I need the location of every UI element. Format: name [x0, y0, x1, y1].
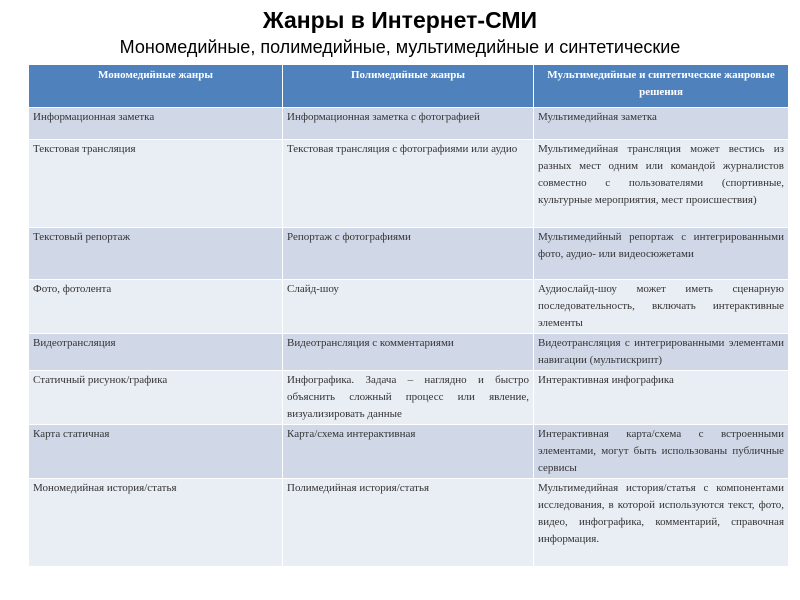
table-row	[29, 140, 789, 228]
cell-poly: Полимедийная история/статья	[283, 479, 534, 567]
cell-mono: Информационная заметка	[29, 108, 283, 140]
cell-poly: Репортаж с фотографиями	[283, 228, 534, 280]
table-row	[29, 334, 789, 371]
table-row	[29, 108, 789, 140]
header-mono: Мономедийные жанры	[29, 65, 283, 108]
cell-mono: Мономедийная история/статья	[29, 479, 283, 567]
table-row	[29, 280, 789, 334]
header-multi: Мультимедийные и синтетические жанровые решения	[534, 65, 789, 108]
table-row	[29, 371, 789, 425]
genres-table	[28, 64, 789, 567]
cell-multi: Видеотрансляция с интегрированными элементами навигации (мультискрипт)	[534, 334, 789, 371]
cell-poly: Текстовая трансляция с фотографиями или аудио	[283, 140, 534, 228]
cell-mono: Карта статичная	[29, 425, 283, 479]
table-row	[29, 425, 789, 479]
cell-multi: Аудиослайд-шоу может иметь сценарную последовательность, включать интерактивные элементы	[534, 280, 789, 334]
cell-multi: Мультимедийная трансляция может вестись из разных мест одним или командой журналистов совместно с пользователями (спортивные, культурные мероприятия, мест происшествия)	[534, 140, 789, 228]
table-row	[29, 228, 789, 280]
header-poly: Полимедийные жанры	[283, 65, 534, 108]
cell-poly: Инфографика. Задача – наглядно и быстро объяснить сложный процесс или явление, визуализировать данные	[283, 371, 534, 425]
cell-poly: Информационная заметка с фотографией	[283, 108, 534, 140]
cell-multi: Мультимедийная история/статья с компонентами исследования, в которой используются текст, фото, видео, инфографика, комментарий, справочная информация.	[534, 479, 789, 567]
header-row	[29, 65, 789, 108]
cell-multi: Интерактивная инфографика	[534, 371, 789, 425]
slide-title: Жанры в Интернет-СМИ	[262, 7, 538, 33]
cell-multi: Интерактивная карта/схема с встроенными элементами, могут быть использованы публичные сервисы	[534, 425, 789, 479]
cell-multi: Мультимедийный репортаж с интегрированными фото, аудио- или видеосюжетами	[534, 228, 789, 280]
cell-poly: Видеотрансляция с комментариями	[283, 334, 534, 371]
cell-mono: Текстовый репортаж	[29, 228, 283, 280]
cell-poly: Слайд-шоу	[283, 280, 534, 334]
cell-mono: Текстовая трансляция	[29, 140, 283, 228]
cell-mono: Статичный рисунок/графика	[29, 371, 283, 425]
cell-mono: Видеотрансляция	[29, 334, 283, 371]
cell-mono: Фото, фотолента	[29, 280, 283, 334]
cell-multi: Мультимедийная заметка	[534, 108, 789, 140]
cell-poly: Карта/схема интерактивная	[283, 425, 534, 479]
slide-subtitle: Мономедийные, полимедийные, мультимедийные и синтетические	[119, 37, 681, 57]
table-row	[29, 479, 789, 567]
